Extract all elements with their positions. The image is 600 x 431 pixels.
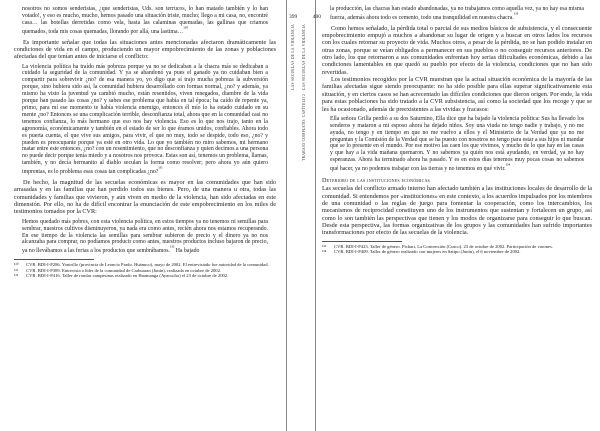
footnote-ref[interactable]: ¹³⁰ [183,26,189,32]
footnote-ref[interactable]: ¹³³ [513,12,519,18]
footnote-number: ¹³⁰ [14,262,19,268]
footnote-text: CVR. BDI-I-P423. Taller de género. Pichari, La Convención (Cusco), 23 de octubre de 2002. Participación de varones. [334,243,553,249]
footnotes [14,262,276,279]
right-column [322,6,592,255]
footnote-ref[interactable]: ¹³¹ [158,167,163,173]
footnote-number: ¹³² [14,273,19,279]
quote-text: Hemos quedado más pobres, con esta violencia política, en estos tiempos ya no tenemos ni semillas para sembrar, nuestros cultivos disminuyeron, ya nada era como antes, recién ahora nos estamos recuperando. En ese tiempo de la violencia las semillas para sembrar subieron de precio y el dinero ya no nos alcanzaba para comprar, no podíamos producir como antes, nuestros productos incluso bajaron de precio, ya no llevábamos a las ferias a los productos que sembrábamos. [22,218,268,255]
quote-tail: Ha bajado [175,248,200,255]
book-spine [286,0,321,431]
page-number-right: 400 [312,14,321,20]
body-paragraph: Las secuelas del conflicto armado interno han afectado también a las instituciones locales de desarrollo de la comunidad. Si entendemos por «instituciones» en este contexto, a los acuerdos impulsados por los miembros de una comunidad o las reglas de juego para fomentar la cooperación, como los intercambios, los mecanismos de reciprocidad constituyen uno de los instrumentos que sustentan y fortalecen un grupo, así como lo son también las perspectivas que tienen y los modos de organizarse para conseguir lo que buscan. Desde esta perspectiva, las formas organizativas de los grupos y las comunidades han sufrido importantes transformaciones por efecto de las secuelas de la violencia. [322,185,592,237]
quote-text: la producción, las chacras han estado abandonadas, ya no trabajamos como aquella vez, ya no hay esa misma fuerza, además ahora todo es cemento, todo una tranquilidad en nuestra chacra. [330,6,584,21]
left-column [14,6,276,279]
footnote [14,273,276,279]
body-paragraph: De hecho, la magnitud de las secuelas económicas es mayor en las comunidades que han sido arrasadas y en las familias que han perdido todos sus bienes. Pero, de una manera u otra, todas las comunidades y familias que vivieron, y aún viven en medio de la violencia, han sido afectadas en este dimensión. Por ello, no ha de difícil encontrar la enunciación de este empobrecimiento en los miles de testimonios tomados por la CVR: [14,179,276,216]
footnote [322,249,592,255]
page-number-left: 399 [289,14,298,20]
quote-text: Ella señora Grilla perdió a su dos Saturnino, Ella dice que ha bajado la violencia política: Sus ha llevado los senderos y mataron a mi esposo ahora ha dejado niños. Soy una viuda no tengo nadie y trabajo, y no me ayuda, no tengo y en tiempo en que no me vuelvo a ellos y el Ministerio de la Verdad que ya no me preguntan y la Comisión de la Verdad que se ha puesto con nosotros no tengo para estar a sus hijos ni mandar que se lo presente en el mundo. Por ese motivo las caen los que vivimos, y mucho de lo que hay en las casas y que hay a la vida mañana quemaron. Y no sabemos ya quién nos está ayudando, en verdad, ya no hay esperanzas. Ahora ha terminado ahora ha pasado. Y es en estos días tenemos muy pocas cosas no sabemos qué hacer, ya no podemos trabajar con las tierras y no tenemos en qué vivir. [330,115,584,173]
footnote-divider [14,259,94,260]
running-header-right: TRABAJO COMPLETO: CAPÍTULO 2 · LAS SECUELAS DE LA VIOLENCIA [302,24,306,161]
footnote-number: ¹³¹ [14,267,19,273]
quote-text: nosotros no somos senderistas, ¿que senderistas, Uds. son terrucos, lo han matado también y lo han votado!, y eso es mucho, mucho, hemos pasado una situación triste, mucho; llego a mi casa, no, encontré casa… las botellas derretidas como vela, hasta las calaminas quemadas, las gallinas que criamos quemados, toda mis cosas quemadas, llorando por allá, una lastima… [22,6,268,35]
running-header-left: LAS SECUELAS DE LA VIOLENCIA [291,24,295,90]
right-page [314,0,600,431]
footnote-divider [322,241,402,242]
footnote-ref[interactable]: ¹³⁴ [505,164,511,170]
footnote-number: ¹³³ [322,243,327,249]
footnotes [322,244,592,255]
left-page [0,0,286,431]
section-heading: Deterioro de las instituciones económicas [322,177,430,185]
body-paragraph: Como hemos señalado, la pérdida total o parcial de sus medios básicos de subsistencia, y el consecuente empobrecimiento empujó a muchos a abandonar su lugar de origen y a buscar en otros lados los recursos con los cuales retomar su proyecto de vida. Muchos otros, a pesar de la pérdida, no se han podido instalar en otras zonas, porque se veían obligados a permanecer en sus pueblos o no conseguir recursos anteriores. De otro lado, los que retornaron a sus comunidades enfrentan hoy serias dificultades económicas, debido a las condiciones lamentables en que quedó su pueblo por efecto de la violencia, condiciones que no han sido revertidas. [322,24,592,76]
quote-block [14,6,276,36]
quote-block [322,6,592,22]
body-paragraph: Los testimonios recogidos por la CVR muestran que la actual situación económica de la mayoría de las familias afectadas sigue siendo preocupante: no ha sido posible para ellas superar significativamente esta situación, y en ciertos casos se han acrecentado las difíciles condiciones que dieron origen. Por ende, la vida para estas poblaciones ha sido tratado a la CVR subsistencia, así como la sociedad que los recoge y que se les ha ocasionado, además de preexistentes a las vividas y fracasos: [322,76,592,113]
footnote-text: CVR. BDI-I-P409. Taller de género realizado con mujeres en Satipo (Junín), el 6 noviembre de 2002. [334,249,521,255]
quote-block [14,64,276,176]
footnote-text: CVR. BDI-I-P416. Taller de rondas campesinas realizado en Huamanga (Ayacucho) el 23 de octubre de 2002. [26,273,229,279]
footnote-text: CVR. BDI-I-P286. Yonirillo (provincia de Leoncio Prado, Huánuco), mayo de 2002. El entrevistado fue autoridad de la comunidad. [26,262,269,268]
footnote-ref[interactable]: ¹³² [169,246,175,252]
footnote-number: ¹³⁴ [322,249,327,255]
body-paragraph: Es importante señalar que todas las situaciones antes mencionadas afectaron dramáticamente las condiciones de vida en el campo, produciendo un mayor empobrecimiento de las zonas y poblaciones afectadas del que tenían antes de iniciarse el conflicto: [14,38,276,61]
quote-text: La violencia política ha traído más pobreza porque ya no se dedicaban a la chacra más se dedicaban a cuidado la seguridad de la comunidad. Y ya se abandonó ya pues el ganado ya no cuidaban bien a compartir para sobrevivir ¿no? de esa manera yo, yo digo que sí trajo mucha pobreza la subversión porque, sino hubiera sido así, la comunidad hubiera desarrollado con formas normal, ¿no? y además, ya mismo ha visto la juventud ya cambió mucho, están resentidos, viven renegados, diambre de la vida porque han pasado las cosas ¿no? y sabes ese problema que había en tal época; ha caído de repente ya, primo, para mí ese momento te había violencia enemigo, entonces él mío lo ha estado cuidado en su mente ¿no? Entonces se una complicación terrible, desconfianza total, ahora que en la comunidad casi no tenemos confianza, lo más hermano que eso nos hay violencia. Eso es lo que nos trajo, tanto en la agronomía, económicamente y también en el estado de ser lo que éramos unidos, confiables. Ahora todo es puerta cuenta, el que vive sus amigos, para vivir, el que no muy, todo se despide, todo eso, ¿no? y pueden es preocupante porque ya esté en otro vida. Lo que yo también no miro sabemos, mi hermano matar entre este entonces, ¿no? con un resentimiento, que no desconfianza y quien decimos a una persona no puede decir porque tenía miedo y a nosotros nos provoca. Estas son así, tenemos un problema, llamas, también, y no decía hermanito al diablo seculan la forma como resolver; pero ahora yo aún quiero imprentas, es lo problema esas cosas tan complicadas ¿no? [22,63,268,176]
quote-block [14,219,276,255]
quote-block [322,116,592,173]
footnote-text: CVR. BDI-I-P389. Entrevista a líder de la comunidad de Carhuaran (Junín), realizada en octubre de 2002. [26,267,222,273]
